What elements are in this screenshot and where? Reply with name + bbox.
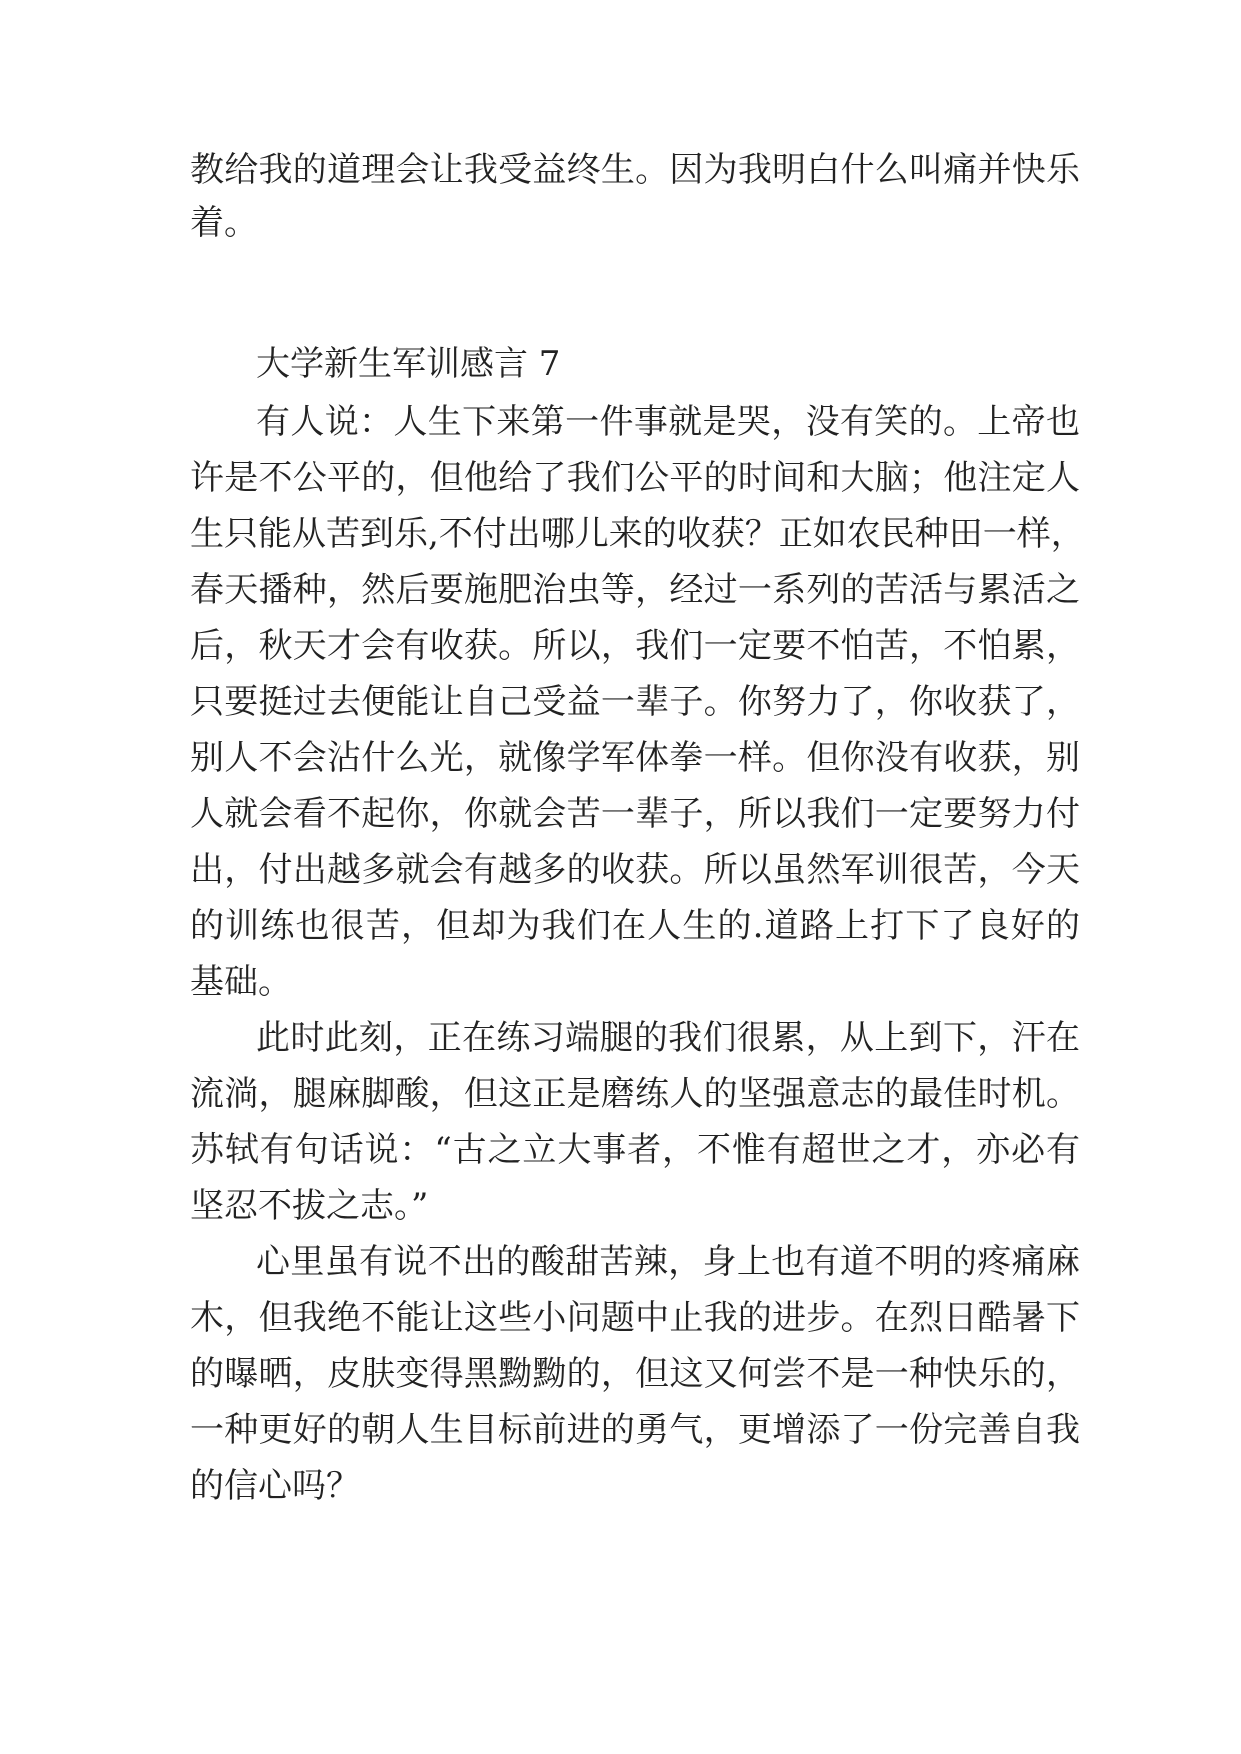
paragraph-line: 别人不会沾什么光，就像学军体拳一样。但你没有收获，别: [190, 738, 1080, 778]
paragraph-line: 一种更好的朝人生目标前进的勇气，更增添了一份完善自我: [190, 1410, 1080, 1450]
paragraph-line: 基础。: [190, 962, 292, 1002]
paragraph-line: 有人说：人生下来第一件事就是哭，没有笑的。上帝也: [256, 402, 1080, 442]
section-heading: 大学新生军训感言 7: [256, 344, 561, 384]
paragraph-line: 只要挺过去便能让自己受益一辈子。你努力了，你收获了，: [190, 682, 1080, 722]
paragraph-line: 的曝晒，皮肤变得黑黝黝的，但这又何尝不是一种快乐的，: [190, 1354, 1080, 1394]
paragraph-line: 苏轼有句话说：“古之立大事者，不惟有超世之才，亦必有: [190, 1130, 1080, 1170]
paragraph-line: 出，付出越多就会有越多的收获。所以虽然军训很苦，今天: [190, 850, 1080, 890]
paragraph-line: 教给我的道理会让我受益终生。因为我明白什么叫痛并快乐: [190, 150, 1080, 190]
paragraph-line: 心里虽有说不出的酸甜苦辣，身上也有道不明的疼痛麻: [256, 1242, 1080, 1282]
paragraph-line: 生只能从苦到乐,不付出哪儿来的收获？正如农民种田一样，: [190, 514, 1085, 554]
paragraph-line: 人就会看不起你，你就会苦一辈子，所以我们一定要努力付: [190, 794, 1080, 834]
paragraph-line: 春天播种，然后要施肥治虫等，经过一系列的苦活与累活之: [190, 570, 1080, 610]
paragraph-line: 坚忍不拔之志。”: [190, 1186, 429, 1226]
paragraph-line: 许是不公平的，但他给了我们公平的时间和大脑；他注定人: [190, 458, 1080, 498]
paragraph-line: 此时此刻，正在练习端腿的我们很累，从上到下，汗在: [256, 1018, 1080, 1058]
paragraph-line: 后，秋天才会有收获。所以，我们一定要不怕苦，不怕累，: [190, 626, 1080, 666]
paragraph-line: 流淌，腿麻脚酸，但这正是磨练人的坚强意志的最佳时机。: [190, 1074, 1080, 1114]
paragraph-line: 的训练也很苦，但却为我们在人生的.道路上打下了良好的: [190, 906, 1080, 946]
paragraph-line: 着。: [190, 203, 258, 243]
paragraph-line: 木，但我绝不能让这些小问题中止我的进步。在烈日酷暑下: [190, 1298, 1080, 1338]
paragraph-line: 的信心吗？: [190, 1466, 360, 1506]
